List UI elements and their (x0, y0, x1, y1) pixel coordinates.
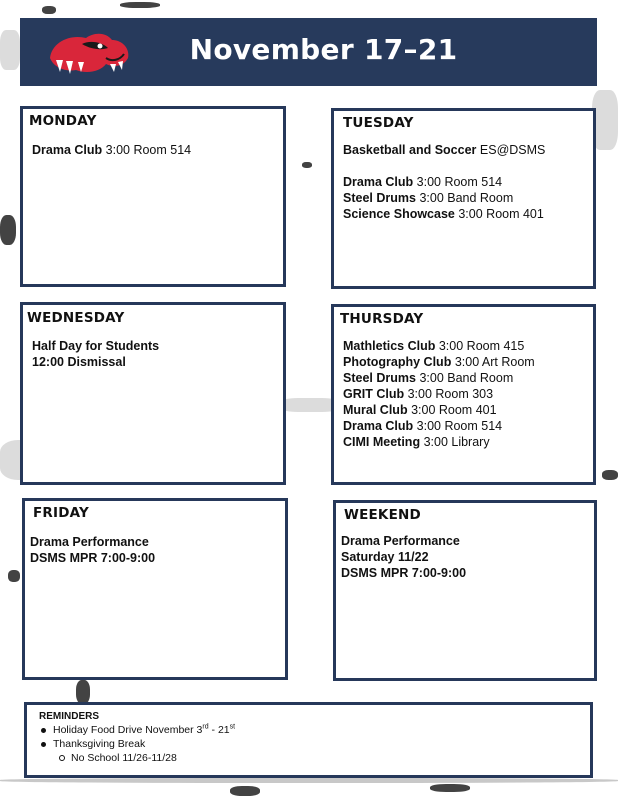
tuesday-entry: Steel Drums 3:00 Band Room (343, 191, 514, 205)
thursday-entry: CIMI Meeting 3:00 Library (343, 435, 490, 449)
weekend-line: Drama Performance (341, 534, 460, 548)
weekend-label: WEEKEND (344, 507, 421, 523)
thursday-box (331, 304, 596, 485)
thursday-entry: Mural Club 3:00 Room 401 (343, 403, 497, 417)
thursday-entry: Steel Drums 3:00 Band Room (343, 371, 514, 385)
friday-label: FRIDAY (33, 505, 89, 521)
wednesday-label: WEDNESDAY (27, 310, 125, 326)
monday-label: MONDAY (29, 113, 97, 129)
friday-line: Drama Performance (30, 535, 149, 549)
wednesday-line: Half Day for Students (32, 339, 160, 353)
reminders-box (24, 702, 593, 778)
tuesday-box (331, 108, 596, 289)
page-header (20, 18, 597, 86)
wednesday-line: 12:00 Dismissal (32, 355, 126, 369)
thursday-entry: Mathletics Club 3:00 Room 415 (343, 339, 525, 353)
reminders-list (37, 723, 235, 765)
thursday-label: THURSDAY (340, 311, 424, 327)
monday-entry: Drama Club 3:00 Room 514 (32, 143, 192, 157)
tuesday-entry: Science Showcase 3:00 Room 401 (343, 207, 544, 221)
thursday-entry: Photography Club 3:00 Art Room (343, 355, 535, 369)
monday-box (20, 106, 286, 287)
page-title: November 17–21 (189, 33, 458, 66)
tuesday-label: TUESDAY (343, 115, 414, 131)
reminders-title: REMINDERS (39, 711, 100, 722)
tuesday-entry: Drama Club 3:00 Room 514 (343, 175, 503, 189)
weekend-line: Saturday 11/22 (341, 550, 429, 564)
friday-line: DSMS MPR 7:00-9:00 (30, 551, 156, 565)
weekend-line: DSMS MPR 7:00-9:00 (341, 566, 467, 580)
wednesday-box (20, 302, 286, 485)
reminder-item: Thanksgiving Break (37, 737, 235, 751)
friday-box (22, 498, 288, 680)
reminder-subitem: No School 11/26-11/28 (37, 751, 235, 765)
tuesday-entry: Basketball and Soccer ES@DSMS (343, 143, 546, 157)
thursday-entry: Drama Club 3:00 Room 514 (343, 419, 503, 433)
weekend-box (333, 500, 597, 681)
thursday-entry: GRIT Club 3:00 Room 303 (343, 387, 494, 401)
reminder-item: Holiday Food Drive November 3rd - 21st (37, 723, 235, 737)
